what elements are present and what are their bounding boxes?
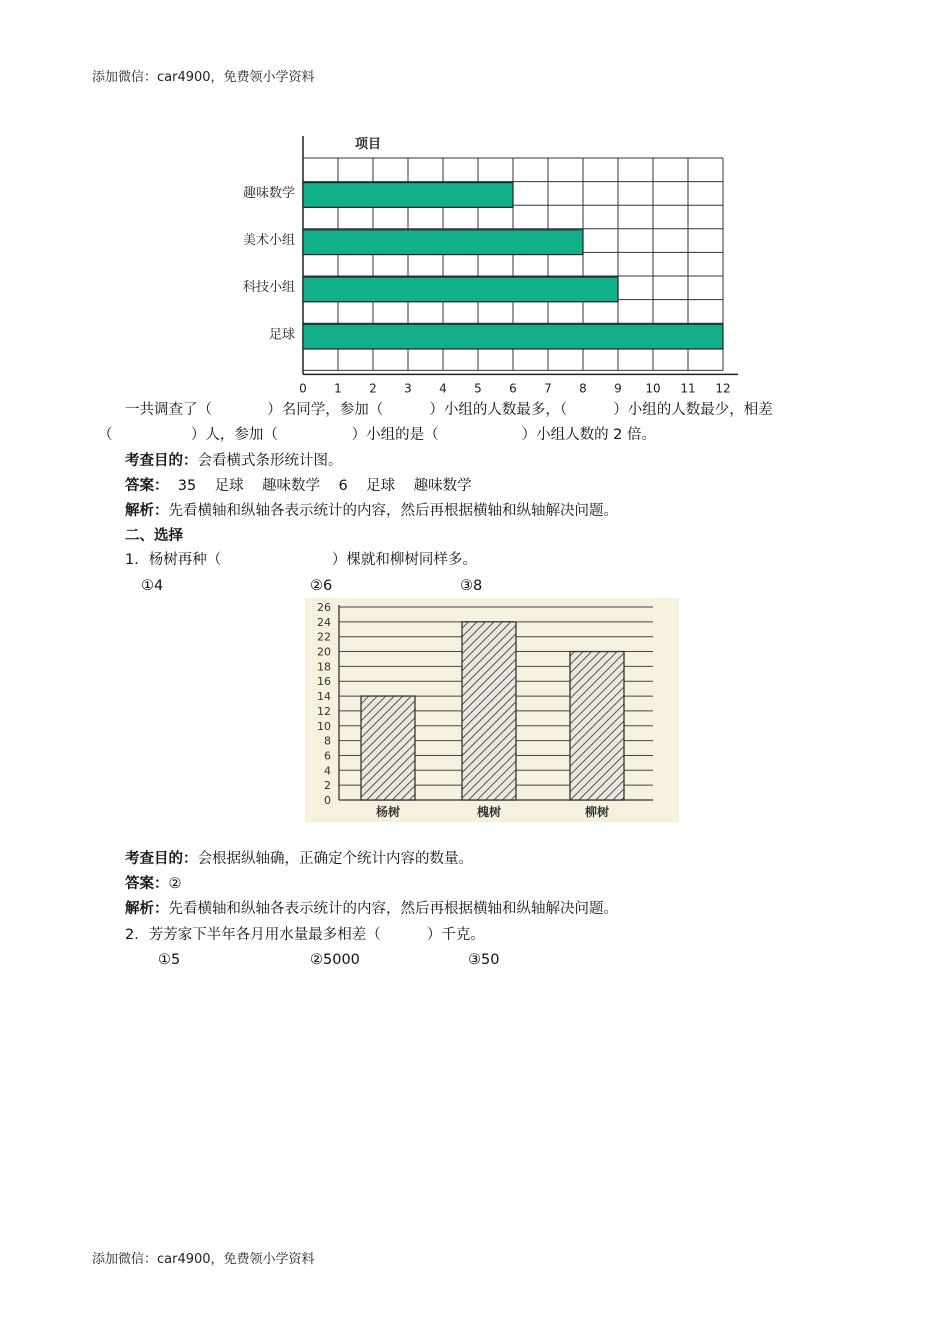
horizontal-bar-chart <box>220 128 760 398</box>
x-tick-label: 1 <box>334 381 342 396</box>
purpose-label: 考查目的： <box>125 851 198 867</box>
bar-4 <box>303 324 723 349</box>
bar-1 <box>303 183 513 208</box>
q2-answer <box>125 874 182 894</box>
section-title: 二、选择 <box>125 528 183 544</box>
y-tick-label: 10 <box>317 719 331 733</box>
purpose-label: 考查目的： <box>125 453 198 469</box>
x-tick-label: 9 <box>614 381 622 396</box>
y-tick-label: 20 <box>317 645 331 659</box>
y-tick-label: 22 <box>317 630 331 644</box>
x-tick-label: 3 <box>404 381 412 396</box>
q1-line1: 一共调查了（ ）名同学，参加（ ）小组的人数最多，（ ）小组的人数最少，相差 <box>125 402 773 418</box>
x-tick-label: 5 <box>474 381 482 396</box>
bar-2 <box>303 230 583 255</box>
q2-option-3: ③8 <box>460 578 483 594</box>
x-tick-label: 10 <box>645 381 661 396</box>
x-tick-label: 11 <box>680 381 696 396</box>
answer-label: 答案： <box>125 876 169 892</box>
category-label: 足球 <box>268 327 295 343</box>
answer-text: 35 足球 趣味数学 6 足球 趣味数学 <box>168 478 472 494</box>
y-tick-label: 14 <box>317 690 331 704</box>
chart-title: 项目 <box>355 137 382 152</box>
purpose-text: 会看横式条形统计图。 <box>197 453 343 469</box>
bar-3 <box>303 277 618 302</box>
q1-line2: （ ）人，参加（ ）小组的是（ ）小组人数的 2 倍。 <box>98 427 657 443</box>
bar-1 <box>361 696 415 800</box>
y-tick-label: 4 <box>324 764 331 778</box>
q2-option-1: ①4 <box>141 578 164 594</box>
q2-option-2: ②6 <box>310 578 333 594</box>
y-tick-label: 0 <box>324 794 331 807</box>
y-tick-label: 6 <box>324 749 331 763</box>
y-tick-label: 16 <box>317 675 331 689</box>
x-tick-label: 12 <box>715 381 731 396</box>
x-tick-label: 7 <box>544 381 552 396</box>
bar-2 <box>462 622 516 800</box>
q2-text: 1．杨树再种（ ）棵就和柳树同样多。 <box>125 552 477 568</box>
q3-option-1: ①5 <box>158 952 181 968</box>
x-tick-label: 2 <box>369 381 377 396</box>
analysis-label: 解析： <box>125 503 169 519</box>
category-label: 柳树 <box>584 805 610 819</box>
answer-text: ② <box>168 876 182 892</box>
q1-answer <box>125 476 472 496</box>
q2-purpose <box>125 849 473 869</box>
x-tick-label: 8 <box>579 381 587 396</box>
x-tick-label: 6 <box>509 381 517 396</box>
x-tick-label: 4 <box>439 381 447 396</box>
category-label: 科技小组 <box>242 280 295 296</box>
bar-3 <box>570 652 624 800</box>
q2-analysis <box>125 899 618 919</box>
vertical-bar-chart <box>305 598 679 822</box>
q3-text: 2．芳芳家下半年各月用水量最多相差（ ）千克。 <box>125 927 485 943</box>
y-tick-label: 8 <box>324 734 331 748</box>
purpose-text: 会根据纵轴确，正确定个统计内容的数量。 <box>197 851 473 867</box>
analysis-text: 先看横轴和纵轴各表示统计的内容，然后再根据横轴和纵轴解决问题。 <box>168 901 618 917</box>
x-tick-label: 0 <box>299 381 307 396</box>
page-footer: 添加微信：car4900，免费领小学资料 <box>92 1252 315 1267</box>
y-tick-label: 12 <box>317 704 331 718</box>
category-label: 美术小组 <box>242 232 295 248</box>
y-tick-label: 18 <box>317 660 331 674</box>
y-tick-label: 24 <box>317 615 331 629</box>
category-label: 槐树 <box>476 805 502 819</box>
q3-option-2: ②5000 <box>310 952 360 968</box>
analysis-text: 先看横轴和纵轴各表示统计的内容，然后再根据横轴和纵轴解决问题。 <box>168 503 618 519</box>
category-label: 趣味数学 <box>242 185 295 201</box>
q1-analysis <box>125 501 618 521</box>
q3-option-3: ③50 <box>468 952 500 968</box>
category-label: 杨树 <box>375 805 401 819</box>
analysis-label: 解析： <box>125 901 169 917</box>
y-tick-label: 26 <box>317 601 331 614</box>
page-header: 添加微信：car4900，免费领小学资料 <box>92 70 315 85</box>
y-tick-label: 2 <box>324 779 331 793</box>
q1-purpose <box>125 451 343 471</box>
answer-label: 答案： <box>125 478 169 494</box>
